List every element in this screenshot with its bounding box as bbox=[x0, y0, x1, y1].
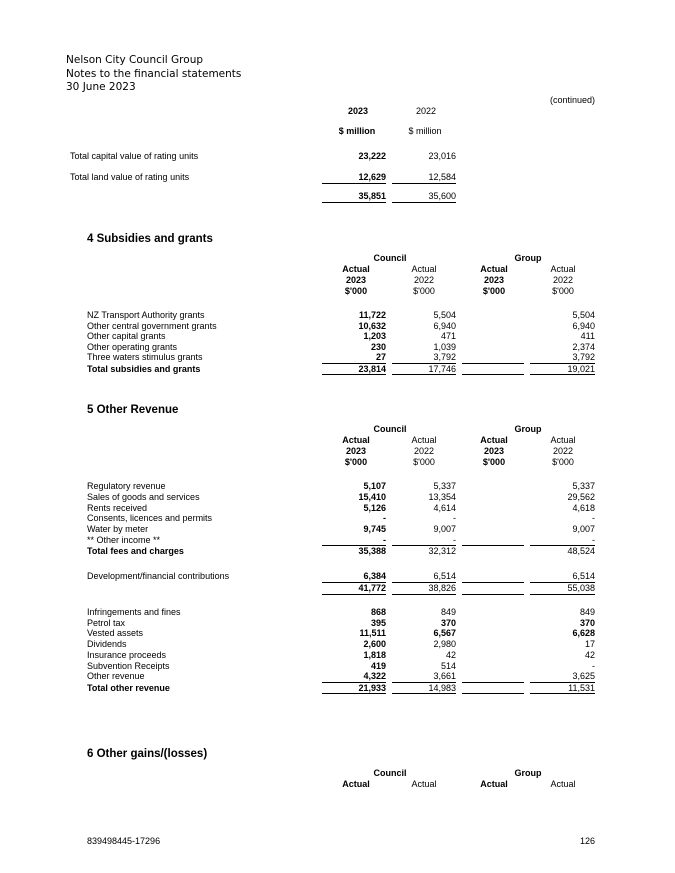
section5-unit-c22: $'000 bbox=[413, 457, 435, 467]
rating-row-label: Total land value of rating units bbox=[70, 172, 190, 182]
section6-group-header: Group bbox=[514, 768, 542, 778]
development-subtotal-group-2022: 55,038 bbox=[567, 583, 595, 593]
section5-actual-c22: Actual bbox=[411, 435, 437, 445]
subsidies-row-group-2022: 411 bbox=[580, 331, 595, 342]
header-notes: Notes to the financial statements bbox=[66, 67, 242, 80]
section4-year-c23: 2023 bbox=[345, 275, 367, 285]
other-revenue-row-council-2023: 2,600 bbox=[363, 639, 386, 650]
rating-row-2022: 23,016 bbox=[428, 151, 456, 161]
other-revenue-row-label: Dividends bbox=[87, 639, 127, 650]
other-revenue-row-council-2022: 3,661 bbox=[433, 671, 456, 682]
other-revenue-row-council-2023: 419 bbox=[370, 660, 386, 671]
other-revenue-row-label: Subvention Receipts bbox=[87, 660, 170, 671]
fees-row-group-2022: 9,007 bbox=[572, 524, 595, 535]
subsidies-row-council-2022: 6,940 bbox=[433, 320, 456, 331]
fees-total-council-2022: 32,312 bbox=[428, 546, 456, 556]
fees-row-group-2022: - bbox=[592, 513, 595, 524]
subsidies-subtotal-rule-g23 bbox=[462, 363, 524, 364]
fees-row-council-2022: - bbox=[453, 535, 456, 545]
rating-total-rule-2022 bbox=[392, 202, 456, 203]
other-revenue-row-council-2022: 370 bbox=[440, 617, 456, 628]
subsidies-total-rule-c23 bbox=[322, 374, 386, 375]
other-revenue-row-council-2022: 849 bbox=[440, 607, 456, 617]
fees-row-council-2022: 5,337 bbox=[433, 481, 456, 491]
subsidies-row-group-2022: 3,792 bbox=[572, 352, 595, 363]
fees-row-group-2022: - bbox=[592, 535, 595, 545]
section4-actual-c23: Actual bbox=[342, 264, 370, 274]
fees-row-council-2022: 4,614 bbox=[433, 502, 456, 513]
fees-row-label: Regulatory revenue bbox=[87, 481, 166, 491]
fees-total-council-2023: 35,388 bbox=[358, 546, 386, 556]
development-contributions-council-2022: 6,514 bbox=[433, 571, 456, 581]
section5-year-c23: 2023 bbox=[345, 446, 367, 456]
fees-row-council-2022: 9,007 bbox=[433, 524, 456, 535]
other-revenue-row-council-2022: 514 bbox=[440, 660, 456, 671]
subsidies-row-label: NZ Transport Authority grants bbox=[87, 310, 205, 320]
fees-row-group-2022: 29,562 bbox=[567, 491, 595, 502]
fees-row-council-2023: - bbox=[383, 535, 386, 545]
subsidies-row-council-2022: 5,504 bbox=[433, 310, 456, 320]
subsidies-row-council-2022: 1,039 bbox=[433, 341, 456, 352]
other-revenue-total-council-2022: 14,983 bbox=[428, 683, 456, 693]
header-date: 30 June 2023 bbox=[66, 81, 136, 93]
rating-total-rule-2023 bbox=[322, 202, 386, 203]
subsidies-total-group-2022: 19,021 bbox=[567, 364, 595, 374]
fees-row-council-2023: 5,107 bbox=[363, 481, 386, 491]
other-revenue-total-rule-c23 bbox=[322, 693, 386, 694]
fees-row-council-2023: - bbox=[383, 513, 386, 524]
other-revenue-subtotal-rule-g23 bbox=[462, 682, 524, 683]
section5-actual-g23: Actual bbox=[480, 435, 508, 445]
development-subtotal-council-2023: 41,772 bbox=[358, 583, 386, 593]
other-revenue-row-council-2023: 4,322 bbox=[363, 671, 386, 682]
section5-unit-g22: $'000 bbox=[552, 457, 574, 467]
subsidies-row-group-2022: 2,374 bbox=[572, 341, 595, 352]
section5-unit-g23: $'000 bbox=[482, 457, 506, 467]
subsidies-total-council-2023: 23,814 bbox=[358, 364, 386, 374]
fees-row-council-2023: 15,410 bbox=[358, 491, 386, 502]
subsidies-row-council-2023: 11,722 bbox=[358, 310, 386, 320]
section6-actual-g22: Actual bbox=[550, 779, 576, 789]
rating-unit-2023: $ million bbox=[338, 126, 376, 136]
rating-row-2023: 23,222 bbox=[358, 151, 386, 161]
section5-year-g23: 2023 bbox=[483, 446, 505, 456]
section4-council-header: Council bbox=[373, 253, 407, 263]
development-total-rule-g22 bbox=[530, 594, 595, 595]
other-revenue-row-group-2022: 42 bbox=[584, 649, 595, 660]
subsidies-row-group-2022: 5,504 bbox=[572, 310, 595, 320]
fees-row-label: Sales of goods and services bbox=[87, 491, 200, 502]
section6-actual-c23: Actual bbox=[342, 779, 370, 789]
other-revenue-total-rule-g23 bbox=[462, 693, 524, 694]
subsidies-row-label: Other operating grants bbox=[87, 341, 178, 352]
other-revenue-row-group-2022: 6,628 bbox=[572, 628, 595, 639]
section6-actual-c22: Actual bbox=[411, 779, 437, 789]
rating-total-2022: 35,600 bbox=[428, 191, 456, 201]
other-revenue-row-council-2023: 868 bbox=[370, 607, 386, 617]
subsidies-row-group-2022: 6,940 bbox=[572, 320, 595, 331]
section5-actual-g22: Actual bbox=[550, 435, 576, 445]
section4-unit-g23: $'000 bbox=[482, 286, 506, 296]
subsidies-row-council-2023: 230 bbox=[370, 341, 386, 352]
other-revenue-total-group-2022: 11,531 bbox=[568, 683, 595, 693]
section4-year-g23: 2023 bbox=[483, 275, 505, 285]
other-revenue-row-label: Infringements and fines bbox=[87, 607, 181, 617]
other-revenue-row-council-2023: 11,511 bbox=[359, 628, 386, 639]
rating-unit-2022: $ million bbox=[408, 126, 442, 136]
fees-row-label: Rents received bbox=[87, 502, 148, 513]
other-revenue-row-council-2022: 6,567 bbox=[433, 628, 456, 639]
other-revenue-total-rule-c22 bbox=[392, 693, 456, 694]
subsidies-row-council-2023: 1,203 bbox=[363, 331, 386, 342]
section-5-title: 5 Other Revenue bbox=[87, 404, 179, 416]
fees-row-group-2022: 4,618 bbox=[572, 502, 595, 513]
fees-total-label: Total fees and charges bbox=[87, 546, 184, 556]
fees-row-label: Consents, licences and permits bbox=[87, 513, 213, 524]
rating-subtotal-rule-2023 bbox=[322, 183, 386, 184]
rating-year-2022: 2022 bbox=[415, 106, 437, 116]
footer-doc-id: 839498445-17296 bbox=[87, 836, 161, 846]
continued-label: (continued) bbox=[549, 95, 595, 105]
rating-year-2023: 2023 bbox=[347, 106, 369, 116]
fees-row-council-2022: 13,354 bbox=[428, 491, 456, 502]
section5-year-c22: 2022 bbox=[413, 446, 435, 456]
subsidies-total-council-2022: 17,746 bbox=[428, 364, 456, 374]
development-contributions-label: Development/financial contributions bbox=[87, 571, 230, 581]
development-subtotal-rule-g23 bbox=[462, 582, 524, 583]
fees-row-label: ** Other income ** bbox=[87, 535, 161, 545]
other-revenue-total-council-2023: 21,933 bbox=[358, 683, 386, 693]
subsidies-row-label: Other capital grants bbox=[87, 331, 166, 342]
other-revenue-row-council-2023: 395 bbox=[370, 617, 386, 628]
fees-subtotal-rule-g23 bbox=[462, 545, 524, 546]
other-revenue-row-label: Other revenue bbox=[87, 671, 145, 682]
other-revenue-row-label: Insurance proceeds bbox=[87, 649, 167, 660]
other-revenue-row-group-2022: - bbox=[592, 660, 595, 671]
rating-total-2023: 35,851 bbox=[358, 191, 386, 201]
subsidies-total-rule-g22 bbox=[530, 374, 595, 375]
rating-row-label: Total capital value of rating units bbox=[70, 151, 199, 161]
other-revenue-row-label: Vested assets bbox=[87, 628, 144, 639]
rating-subtotal-rule-2022 bbox=[392, 183, 456, 184]
section-6-title: 6 Other gains/(losses) bbox=[87, 748, 208, 760]
subsidies-row-label: Other central government grants bbox=[87, 320, 217, 331]
other-revenue-row-council-2022: 42 bbox=[445, 649, 456, 660]
section4-actual-g22: Actual bbox=[550, 264, 576, 274]
rating-row-2023: 12,629 bbox=[358, 172, 386, 182]
subsidies-row-council-2023: 10,632 bbox=[358, 320, 386, 331]
section5-actual-c23: Actual bbox=[342, 435, 370, 445]
section4-year-g22: 2022 bbox=[552, 275, 574, 285]
other-revenue-row-group-2022: 17 bbox=[584, 639, 595, 650]
other-revenue-row-group-2022: 370 bbox=[579, 617, 595, 628]
development-total-rule-c23 bbox=[322, 594, 386, 595]
subsidies-row-council-2023: 27 bbox=[375, 352, 386, 363]
subsidies-total-rule-c22 bbox=[392, 374, 456, 375]
other-revenue-row-council-2023: 1,818 bbox=[363, 649, 386, 660]
other-revenue-total-rule-g22 bbox=[530, 693, 595, 694]
subsidies-total-label: Total subsidies and grants bbox=[87, 364, 201, 374]
section6-actual-g23: Actual bbox=[480, 779, 508, 789]
rating-row-2022: 12,584 bbox=[428, 172, 456, 182]
section4-unit-c23: $'000 bbox=[344, 286, 368, 296]
subsidies-row-label: Three waters stimulus grants bbox=[87, 352, 203, 363]
section-4-title: 4 Subsidies and grants bbox=[87, 233, 213, 245]
other-revenue-row-group-2022: 849 bbox=[579, 607, 595, 617]
header-org: Nelson City Council Group bbox=[66, 54, 204, 66]
section4-actual-c22: Actual bbox=[411, 264, 437, 274]
section5-group-header: Group bbox=[514, 424, 542, 434]
fees-row-council-2022: - bbox=[453, 513, 456, 524]
development-total-rule-c22 bbox=[392, 594, 456, 595]
fees-row-label: Water by meter bbox=[87, 524, 149, 535]
fees-total-group-2022: 48,524 bbox=[567, 546, 595, 556]
section5-year-g22: 2022 bbox=[552, 446, 574, 456]
development-total-rule-g23 bbox=[462, 594, 524, 595]
fees-row-council-2023: 9,745 bbox=[363, 524, 386, 535]
footer-page-number: 126 bbox=[579, 836, 595, 846]
section4-group-header: Group bbox=[514, 253, 542, 263]
subsidies-total-rule-g23 bbox=[462, 374, 524, 375]
other-revenue-row-council-2022: 2,980 bbox=[433, 639, 456, 650]
section4-actual-g23: Actual bbox=[480, 264, 508, 274]
development-subtotal-council-2022: 38,826 bbox=[428, 583, 456, 593]
other-revenue-row-label: Petrol tax bbox=[87, 617, 126, 628]
section5-council-header: Council bbox=[373, 424, 407, 434]
development-contributions-group-2022: 6,514 bbox=[572, 571, 595, 581]
section4-year-c22: 2022 bbox=[413, 275, 435, 285]
section4-unit-g22: $'000 bbox=[552, 286, 574, 296]
section4-unit-c22: $'000 bbox=[413, 286, 435, 296]
subsidies-row-council-2022: 3,792 bbox=[433, 352, 456, 363]
subsidies-row-council-2022: 471 bbox=[440, 331, 456, 342]
fees-row-council-2023: 5,126 bbox=[363, 502, 386, 513]
development-contributions-council-2023: 6,384 bbox=[363, 571, 386, 581]
other-revenue-row-group-2022: 3,625 bbox=[572, 671, 595, 682]
section6-council-header: Council bbox=[373, 768, 407, 778]
section5-unit-c23: $'000 bbox=[344, 457, 368, 467]
other-revenue-total-label: Total other revenue bbox=[87, 683, 170, 693]
fees-row-group-2022: 5,337 bbox=[572, 481, 595, 491]
